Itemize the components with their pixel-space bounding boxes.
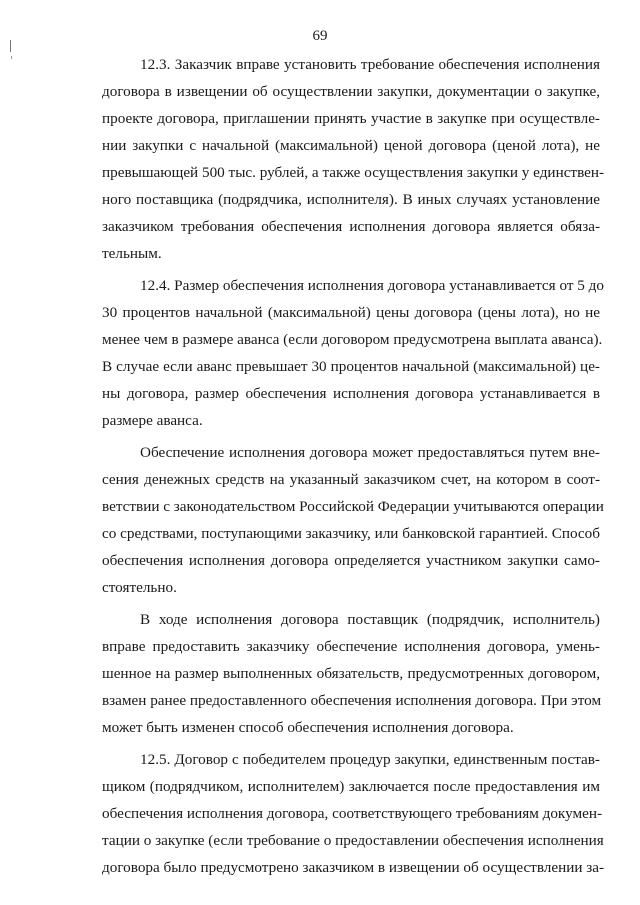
text-line: 12.5. Договор с победителем процедур закупки, единственным постав- [140, 751, 600, 768]
paragraph-12-4 [102, 272, 604, 434]
text-line: обеспечения исполнения договора, соответствующего требованиям докумен- [102, 805, 603, 822]
paragraph-security-methods [102, 439, 604, 601]
text-line: обеспечения исполнения договора определяется участником закупки само- [102, 552, 600, 569]
text-line: щиком (подрядчиком, исполнителем) заключается после предоставления им [102, 778, 600, 795]
text-line: ны договора, размер обеспечения исполнения договора устанавливается в [102, 385, 600, 402]
text-line: со средствами, поступающими заказчику, или банковской гарантией. Способ [102, 525, 600, 542]
text-line: менее чем в размере аванса (если договором предусмотрена выплата аванса). [102, 331, 603, 348]
text-line: проекте договора, приглашении принять участие в закупке при осуществле- [102, 110, 600, 127]
page-number: 69 [312, 28, 328, 44]
paragraph-security-reduction [102, 606, 600, 741]
text-line: размере аванса. [102, 412, 203, 429]
text-line: превышающей 500 тыс. рублей, а также осуществления закупки у единствен- [102, 164, 605, 181]
text-line: договора в извещении об осуществлении закупки, документации о закупке, [102, 83, 600, 100]
text-line: ветствии с законодательством Российской Федерации учитываются операции [102, 498, 604, 515]
text-line: заказчиком требования обеспечения исполнения договора является обяза- [102, 218, 600, 235]
text-line: может быть изменен способ обеспечения исполнения договора. [102, 719, 514, 736]
text-line: тации о закупке (если требование о предоставлении обеспечения исполнения [102, 832, 604, 849]
text-line: взамен ранее предоставленного обеспечения исполнения договора. При этом [102, 692, 602, 709]
text-line: стоятельно. [102, 579, 177, 596]
scan-mark-dot [11, 56, 12, 59]
text-line: 12.3. Заказчик вправе установить требование обеспечения исполнения [140, 56, 600, 73]
text-line: В случае если аванс превышает 30 процентов начальной (максимальной) це- [102, 358, 600, 375]
text-line: вправе предоставить заказчику обеспечение исполнения договора, умень- [102, 638, 600, 655]
text-line: В ходе исполнения договора поставщик (подрядчик, исполнитель) [140, 611, 600, 628]
text-line: нии закупки с начальной (максимальной) ценой договора (ценой лота), не [102, 137, 600, 154]
paragraph-12-5 [102, 746, 605, 881]
paragraph-12-3 [102, 51, 605, 267]
text-line: 30 процентов начальной (максимальной) цены договора (цены лота), но не [102, 304, 600, 321]
text-line: ного поставщика (подрядчика, исполнителя). В иных случаях установление [102, 191, 600, 208]
text-line: тельным. [102, 245, 162, 262]
text-line: Обеспечение исполнения договора может предоставляться путем вне- [140, 444, 600, 461]
document-body [102, 51, 605, 881]
text-line: шенное на размер выполненных обязательств, предусмотренных договором, [102, 665, 600, 682]
text-line: 12.4. Размер обеспечения исполнения договора устанавливается от 5 до [140, 277, 604, 294]
text-line: договора было предусмотрено заказчиком в извещении об осуществлении за- [102, 859, 605, 876]
text-line: сения денежных средств на указанный заказчиком счет, на котором в соот- [102, 471, 600, 488]
